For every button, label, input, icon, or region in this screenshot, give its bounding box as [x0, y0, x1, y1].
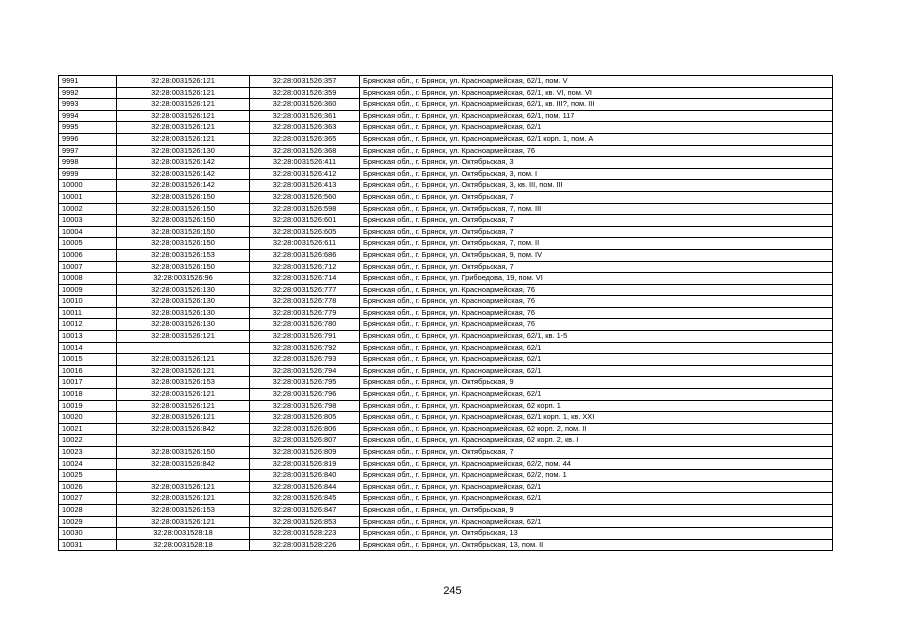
parent-cadastral-number-cell: 32:28:0031526:121 — [117, 516, 250, 528]
row-number-cell: 10008 — [59, 273, 117, 285]
address-cell: Брянская обл., г. Брянск, ул. Красноармейская, 62/2, пом. 44 — [360, 458, 833, 470]
cadastral-number-cell: 32:28:0031526:798 — [250, 400, 360, 412]
cadastral-number-cell: 32:28:0031526:411 — [250, 157, 360, 169]
table-row — [59, 87, 833, 99]
address-cell: Брянская обл., г. Брянск, ул. Красноармейская, 62/1, кв. 1-5 — [360, 331, 833, 343]
row-number-cell: 10014 — [59, 342, 117, 354]
address-cell: Брянская обл., г. Брянск, ул. Красноармейская, 76 — [360, 307, 833, 319]
cadastral-number-cell: 32:28:0031526:359 — [250, 87, 360, 99]
parent-cadastral-number-cell: 32:28:0031526:153 — [117, 504, 250, 516]
parent-cadastral-number-cell — [117, 435, 250, 447]
cadastral-number-cell: 32:28:0031528:226 — [250, 539, 360, 551]
table-row — [59, 377, 833, 389]
cadastral-number-cell: 32:28:0031526:844 — [250, 481, 360, 493]
row-number-cell: 10028 — [59, 504, 117, 516]
table-row — [59, 110, 833, 122]
row-number-cell: 10025 — [59, 470, 117, 482]
row-number-cell: 10006 — [59, 249, 117, 261]
table-row — [59, 412, 833, 424]
parent-cadastral-number-cell: 32:28:0031526:150 — [117, 191, 250, 203]
table-row — [59, 133, 833, 145]
address-cell: Брянская обл., г. Брянск, ул. Красноармейская, 62/1 — [360, 493, 833, 505]
row-number-cell: 10018 — [59, 389, 117, 401]
parent-cadastral-number-cell: 32:28:0031526:130 — [117, 145, 250, 157]
address-cell: Брянская обл., г. Брянск, ул. Красноармейская, 62 корп. 2, пом. II — [360, 423, 833, 435]
row-number-cell: 9997 — [59, 145, 117, 157]
row-number-cell: 10000 — [59, 180, 117, 192]
table-row — [59, 319, 833, 331]
table-row — [59, 447, 833, 459]
table-row — [59, 389, 833, 401]
parent-cadastral-number-cell: 32:28:0031526:121 — [117, 354, 250, 366]
parent-cadastral-number-cell: 32:28:0031526:842 — [117, 458, 250, 470]
address-cell: Брянская обл., г. Брянск, ул. Красноармейская, 62/1, пом. 117 — [360, 110, 833, 122]
address-cell: Брянская обл., г. Брянск, ул. Грибоедова, 19, пом. VI — [360, 273, 833, 285]
cadastral-number-cell: 32:28:0031526:363 — [250, 122, 360, 134]
table-row — [59, 539, 833, 551]
cadastral-number-cell: 32:28:0031526:412 — [250, 168, 360, 180]
parent-cadastral-number-cell: 32:28:0031526:142 — [117, 180, 250, 192]
parent-cadastral-number-cell: 32:28:0031526:153 — [117, 377, 250, 389]
row-number-cell: 9993 — [59, 99, 117, 111]
address-cell: Брянская обл., г. Брянск, ул. Красноармейская, 62/1 — [360, 516, 833, 528]
parent-cadastral-number-cell: 32:28:0031526:121 — [117, 400, 250, 412]
cadastral-number-cell: 32:28:0031526:845 — [250, 493, 360, 505]
table-row — [59, 423, 833, 435]
table-row — [59, 470, 833, 482]
address-cell: Брянская обл., г. Брянск, ул. Октябрьская, 7, пом. III — [360, 203, 833, 215]
address-cell: Брянская обл., г. Брянск, ул. Красноармейская, 62/2, пом. 1 — [360, 470, 833, 482]
address-cell: Брянская обл., г. Брянск, ул. Красноармейская, 76 — [360, 145, 833, 157]
cadastral-number-cell: 32:28:0031528:223 — [250, 528, 360, 540]
parent-cadastral-number-cell: 32:28:0031526:150 — [117, 226, 250, 238]
address-cell: Брянская обл., г. Брянск, ул. Красноармейская, 76 — [360, 296, 833, 308]
row-number-cell: 10026 — [59, 481, 117, 493]
table-row — [59, 458, 833, 470]
table-row — [59, 307, 833, 319]
row-number-cell: 10030 — [59, 528, 117, 540]
address-cell: Брянская обл., г. Брянск, ул. Красноармейская, 62/1 — [360, 342, 833, 354]
parent-cadastral-number-cell: 32:28:0031526:150 — [117, 215, 250, 227]
address-cell: Брянская обл., г. Брянск, ул. Красноармейская, 62/1, кв. III?, пом. III — [360, 99, 833, 111]
parent-cadastral-number-cell: 32:28:0031526:130 — [117, 296, 250, 308]
parent-cadastral-number-cell: 32:28:0031526:142 — [117, 157, 250, 169]
table-row — [59, 122, 833, 134]
cadastral-number-cell: 32:28:0031526:686 — [250, 249, 360, 261]
cadastral-number-cell: 32:28:0031526:611 — [250, 238, 360, 250]
registry-table-body — [59, 76, 833, 551]
parent-cadastral-number-cell: 32:28:0031526:150 — [117, 203, 250, 215]
table-row — [59, 365, 833, 377]
parent-cadastral-number-cell: 32:28:0031526:121 — [117, 133, 250, 145]
table-row — [59, 284, 833, 296]
row-number-cell: 9991 — [59, 76, 117, 88]
parent-cadastral-number-cell: 32:28:0031526:121 — [117, 76, 250, 88]
row-number-cell: 9996 — [59, 133, 117, 145]
cadastral-number-cell: 32:28:0031526:806 — [250, 423, 360, 435]
parent-cadastral-number-cell: 32:28:0031526:121 — [117, 331, 250, 343]
parent-cadastral-number-cell: 32:28:0031526:121 — [117, 87, 250, 99]
row-number-cell: 10013 — [59, 331, 117, 343]
cadastral-number-cell: 32:28:0031526:357 — [250, 76, 360, 88]
table-row — [59, 226, 833, 238]
parent-cadastral-number-cell — [117, 342, 250, 354]
cadastral-number-cell: 32:28:0031526:791 — [250, 331, 360, 343]
cadastral-number-cell: 32:28:0031526:777 — [250, 284, 360, 296]
address-cell: Брянская обл., г. Брянск, ул. Октябрьская, 13, пом. II — [360, 539, 833, 551]
row-number-cell: 10027 — [59, 493, 117, 505]
table-row — [59, 76, 833, 88]
parent-cadastral-number-cell — [117, 470, 250, 482]
row-number-cell: 10016 — [59, 365, 117, 377]
row-number-cell: 10017 — [59, 377, 117, 389]
table-row — [59, 528, 833, 540]
table-row — [59, 435, 833, 447]
cadastral-number-cell: 32:28:0031526:795 — [250, 377, 360, 389]
address-cell: Брянская обл., г. Брянск, ул. Октябрьская, 9 — [360, 377, 833, 389]
row-number-cell: 10003 — [59, 215, 117, 227]
address-cell: Брянская обл., г. Брянск, ул. Октябрьская, 9 — [360, 504, 833, 516]
row-number-cell: 10029 — [59, 516, 117, 528]
registry-table — [58, 75, 833, 551]
parent-cadastral-number-cell: 32:28:0031526:121 — [117, 365, 250, 377]
address-cell: Брянская обл., г. Брянск, ул. Октябрьская, 7 — [360, 226, 833, 238]
address-cell: Брянская обл., г. Брянск, ул. Октябрьская, 7 — [360, 447, 833, 459]
parent-cadastral-number-cell: 32:28:0031526:150 — [117, 238, 250, 250]
cadastral-number-cell: 32:28:0031526:853 — [250, 516, 360, 528]
table-row — [59, 331, 833, 343]
table-row — [59, 261, 833, 273]
address-cell: Брянская обл., г. Брянск, ул. Октябрьская, 3, пом. I — [360, 168, 833, 180]
row-number-cell: 10007 — [59, 261, 117, 273]
parent-cadastral-number-cell: 32:28:0031526:121 — [117, 412, 250, 424]
parent-cadastral-number-cell: 32:28:0031526:130 — [117, 319, 250, 331]
parent-cadastral-number-cell: 32:28:0031526:150 — [117, 447, 250, 459]
cadastral-number-cell: 32:28:0031526:778 — [250, 296, 360, 308]
cadastral-number-cell: 32:28:0031526:598 — [250, 203, 360, 215]
row-number-cell: 10011 — [59, 307, 117, 319]
row-number-cell: 10009 — [59, 284, 117, 296]
address-cell: Брянская обл., г. Брянск, ул. Октябрьская, 13 — [360, 528, 833, 540]
table-row — [59, 249, 833, 261]
address-cell: Брянская обл., г. Брянск, ул. Красноармейская, 76 — [360, 284, 833, 296]
row-number-cell: 10019 — [59, 400, 117, 412]
table-row — [59, 516, 833, 528]
table-row — [59, 296, 833, 308]
parent-cadastral-number-cell: 32:28:0031526:142 — [117, 168, 250, 180]
parent-cadastral-number-cell: 32:28:0031526:121 — [117, 481, 250, 493]
cadastral-number-cell: 32:28:0031526:794 — [250, 365, 360, 377]
parent-cadastral-number-cell: 32:28:0031526:121 — [117, 110, 250, 122]
cadastral-number-cell: 32:28:0031526:780 — [250, 319, 360, 331]
address-cell: Брянская обл., г. Брянск, ул. Красноармейская, 62/1 корп. 1, пом. А — [360, 133, 833, 145]
table-row — [59, 238, 833, 250]
cadastral-number-cell: 32:28:0031526:796 — [250, 389, 360, 401]
parent-cadastral-number-cell: 32:28:0031526:150 — [117, 261, 250, 273]
row-number-cell: 10031 — [59, 539, 117, 551]
row-number-cell: 9994 — [59, 110, 117, 122]
table-row — [59, 273, 833, 285]
address-cell: Брянская обл., г. Брянск, ул. Красноармейская, 62/1 — [360, 481, 833, 493]
address-cell: Брянская обл., г. Брянск, ул. Красноармейская, 76 — [360, 319, 833, 331]
table-row — [59, 504, 833, 516]
cadastral-number-cell: 32:28:0031526:807 — [250, 435, 360, 447]
table-row — [59, 145, 833, 157]
row-number-cell: 10004 — [59, 226, 117, 238]
address-cell: Брянская обл., г. Брянск, ул. Октябрьская, 3 — [360, 157, 833, 169]
address-cell: Брянская обл., г. Брянск, ул. Красноармейская, 62/1 — [360, 354, 833, 366]
address-cell: Брянская обл., г. Брянск, ул. Красноармейская, 62 корп. 1 — [360, 400, 833, 412]
address-cell: Брянская обл., г. Брянск, ул. Красноармейская, 62 корп. 2, кв. I — [360, 435, 833, 447]
cadastral-number-cell: 32:28:0031526:560 — [250, 191, 360, 203]
address-cell: Брянская обл., г. Брянск, ул. Красноармейская, 62/1 — [360, 389, 833, 401]
parent-cadastral-number-cell: 32:28:0031526:153 — [117, 249, 250, 261]
parent-cadastral-number-cell: 32:28:0031526:121 — [117, 493, 250, 505]
parent-cadastral-number-cell: 32:28:0031526:96 — [117, 273, 250, 285]
parent-cadastral-number-cell: 32:28:0031526:130 — [117, 307, 250, 319]
parent-cadastral-number-cell: 32:28:0031528:18 — [117, 528, 250, 540]
parent-cadastral-number-cell: 32:28:0031526:842 — [117, 423, 250, 435]
table-row — [59, 203, 833, 215]
address-cell: Брянская обл., г. Брянск, ул. Октябрьская, 7, пом. II — [360, 238, 833, 250]
address-cell: Брянская обл., г. Брянск, ул. Красноармейская, 62/1 — [360, 365, 833, 377]
parent-cadastral-number-cell: 32:28:0031526:121 — [117, 99, 250, 111]
row-number-cell: 10005 — [59, 238, 117, 250]
row-number-cell: 10002 — [59, 203, 117, 215]
cadastral-number-cell: 32:28:0031526:712 — [250, 261, 360, 273]
cadastral-number-cell: 32:28:0031526:714 — [250, 273, 360, 285]
address-cell: Брянская обл., г. Брянск, ул. Октябрьская, 7 — [360, 261, 833, 273]
parent-cadastral-number-cell: 32:28:0031526:130 — [117, 284, 250, 296]
row-number-cell: 10012 — [59, 319, 117, 331]
cadastral-number-cell: 32:28:0031526:805 — [250, 412, 360, 424]
cadastral-number-cell: 32:28:0031526:793 — [250, 354, 360, 366]
row-number-cell: 10015 — [59, 354, 117, 366]
row-number-cell: 10020 — [59, 412, 117, 424]
cadastral-number-cell: 32:28:0031526:809 — [250, 447, 360, 459]
table-row — [59, 215, 833, 227]
row-number-cell: 9998 — [59, 157, 117, 169]
cadastral-number-cell: 32:28:0031526:601 — [250, 215, 360, 227]
row-number-cell: 10010 — [59, 296, 117, 308]
cadastral-number-cell: 32:28:0031526:368 — [250, 145, 360, 157]
address-cell: Брянская обл., г. Брянск, ул. Красноармейская, 62/1 — [360, 122, 833, 134]
row-number-cell: 10024 — [59, 458, 117, 470]
table-row — [59, 354, 833, 366]
cadastral-number-cell: 32:28:0031526:779 — [250, 307, 360, 319]
row-number-cell: 9999 — [59, 168, 117, 180]
row-number-cell: 10001 — [59, 191, 117, 203]
cadastral-number-cell: 32:28:0031526:413 — [250, 180, 360, 192]
table-row — [59, 99, 833, 111]
cadastral-number-cell: 32:28:0031526:847 — [250, 504, 360, 516]
row-number-cell: 9992 — [59, 87, 117, 99]
cadastral-number-cell: 32:28:0031526:792 — [250, 342, 360, 354]
page-number: 245 — [443, 585, 462, 597]
row-number-cell: 9995 — [59, 122, 117, 134]
table-row — [59, 191, 833, 203]
cadastral-number-cell: 32:28:0031526:360 — [250, 99, 360, 111]
table-row — [59, 493, 833, 505]
cadastral-number-cell: 32:28:0031526:605 — [250, 226, 360, 238]
row-number-cell: 10022 — [59, 435, 117, 447]
cadastral-number-cell: 32:28:0031526:840 — [250, 470, 360, 482]
table-row — [59, 168, 833, 180]
table-row — [59, 400, 833, 412]
cadastral-number-cell: 32:28:0031526:365 — [250, 133, 360, 145]
registry-table-container — [58, 75, 832, 551]
address-cell: Брянская обл., г. Брянск, ул. Октябрьская, 7 — [360, 215, 833, 227]
address-cell: Брянская обл., г. Брянск, ул. Красноармейская, 62/1, пом. V — [360, 76, 833, 88]
parent-cadastral-number-cell: 32:28:0031528:18 — [117, 539, 250, 551]
address-cell: Брянская обл., г. Брянск, ул. Октябрьская, 3, кв. III, пом. III — [360, 180, 833, 192]
parent-cadastral-number-cell: 32:28:0031526:121 — [117, 389, 250, 401]
cadastral-number-cell: 32:28:0031526:361 — [250, 110, 360, 122]
table-row — [59, 481, 833, 493]
table-row — [59, 157, 833, 169]
table-row — [59, 180, 833, 192]
cadastral-number-cell: 32:28:0031526:819 — [250, 458, 360, 470]
row-number-cell: 10021 — [59, 423, 117, 435]
address-cell: Брянская обл., г. Брянск, ул. Октябрьская, 7 — [360, 191, 833, 203]
table-row — [59, 342, 833, 354]
address-cell: Брянская обл., г. Брянск, ул. Октябрьская, 9, пом. IV — [360, 249, 833, 261]
row-number-cell: 10023 — [59, 447, 117, 459]
parent-cadastral-number-cell: 32:28:0031526:121 — [117, 122, 250, 134]
address-cell: Брянская обл., г. Брянск, ул. Красноармейская, 62/1 корп. 1, кв. XXI — [360, 412, 833, 424]
address-cell: Брянская обл., г. Брянск, ул. Красноармейская, 62/1, кв. VI, пом. VI — [360, 87, 833, 99]
